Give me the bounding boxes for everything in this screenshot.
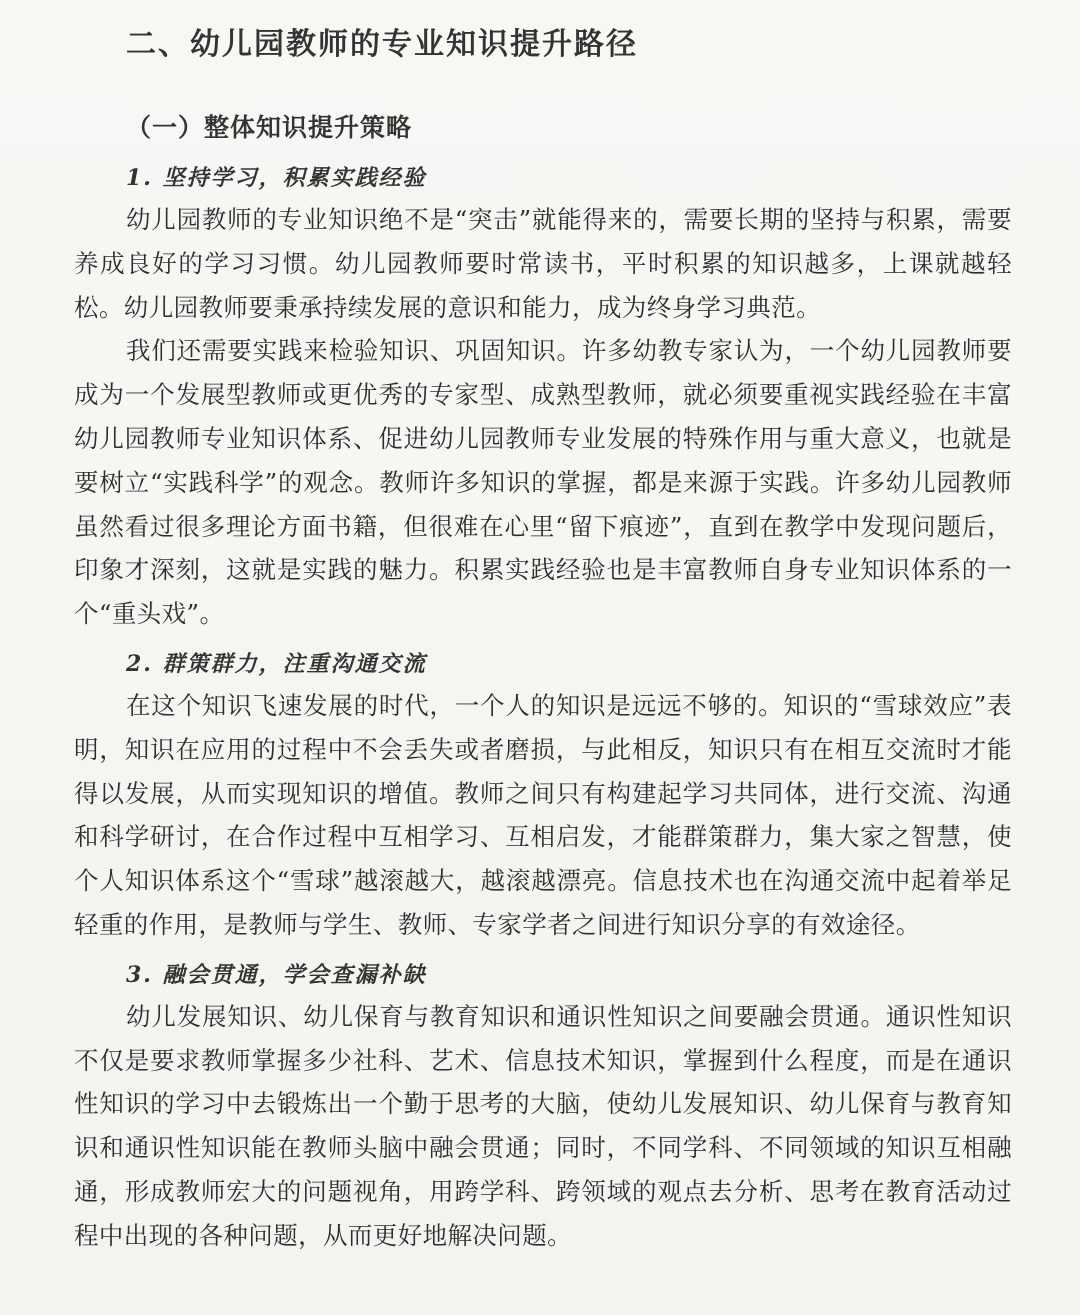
subsection-title-2: 2. 群策群力，注重沟通交流 <box>126 650 427 677</box>
paragraph-1-1: 幼儿园教师的专业知识绝不是“突击”就能得来的，需要长期的坚持与积累，需要养成良好的学习习惯。幼儿园教师要时常读书，平时积累的知识越多，上课就越轻松。幼儿园教师要秉承持续发展的意识和能力，成为终身学习典范。 <box>74 205 1012 322</box>
section-title: （一）整体知识提升策略 <box>126 113 413 142</box>
paragraph-1-2: 我们还需要实践来检验知识、巩固知识。许多幼教专家认为，一个幼儿园教师要成为一个发展型教师或更优秀的专家型、成熟型教师，就必须要重视实践经验在丰富幼儿园教师专业知识体系、促进幼儿园教师专业发展的特殊作用与重大意义，也就是要树立“实践科学”的观念。教师许多知识的掌握，都是来源于实践。许多幼儿园教师虽然看过很多理论方面书籍，但很难在心里“留下痕迹”，直到在教学中发现问题后，印象才深刻，这就是实践的魅力。积累实践经验也是丰富教师自身专业知识体系的一个“重头戏”。 <box>74 336 1012 629</box>
subsection-title-3: 3. 融会贯通，学会查漏补缺 <box>126 961 427 988</box>
paragraph-2-1: 在这个知识飞速发展的时代，一个人的知识是远远不够的。知识的“雪球效应”表明，知识在应用的过程中不会丢失或者磨损，与此相反，知识只有在相互交流时才能得以发展，从而实现知识的增值。教师之间只有构建起学习共同体，进行交流、沟通和科学研讨，在合作过程中互相学习、互相启发，才能群策群力，集大家之智慧，使个人知识体系这个“雪球”越滚越大，越滚越漂亮。信息技术也在沟通交流中起着举足轻重的作用，是教师与学生、教师、专家学者之间进行知识分享的有效途径。 <box>74 690 1012 939</box>
document-content <box>74 18 1012 1258</box>
chapter-title: 二、幼儿园教师的专业知识提升路径 <box>126 27 638 62</box>
subsection-title-1: 1. 坚持学习，积累实践经验 <box>126 165 427 191</box>
paragraph-3-1: 幼儿发展知识、幼儿保育与教育知识和通识性知识之间要融会贯通。通识性知识不仅是要求教师掌握多少社科、艺术、信息技术知识，掌握到什么程度，而是在通识性知识的学习中去锻炼出一个勤于思考的大脑，使幼儿发展知识、幼儿保育与教育知识和通识性知识能在教师头脑中融会贯通；同时，不同学科、不同领域的知识互相融通，形成教师宏大的问题视角，用跨学科、跨领域的观点去分析、思考在教育活动过程中出现的各种问题，从而更好地解决问题。 <box>74 1001 1012 1250</box>
